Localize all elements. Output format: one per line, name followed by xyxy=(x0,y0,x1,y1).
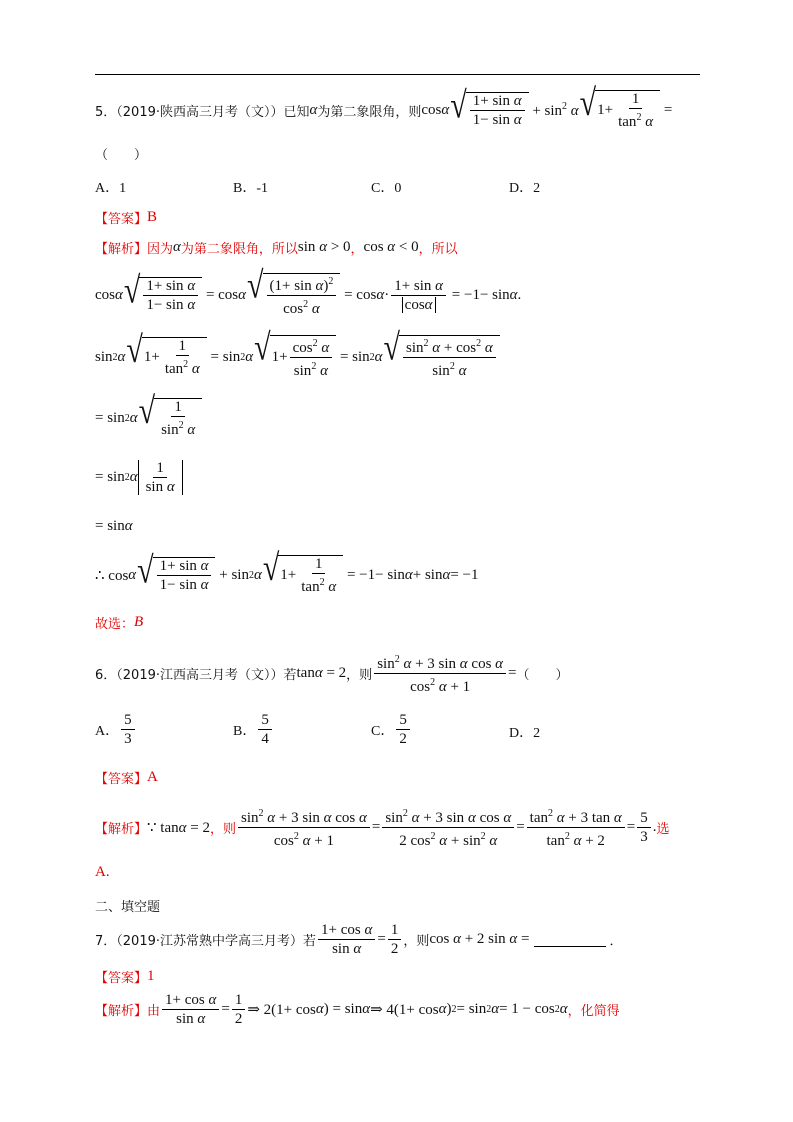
q5-answer: 【答案】 B xyxy=(95,209,158,227)
q6-option-d: D．2 xyxy=(509,726,541,741)
q7-stem: 7．（2019·江苏常熟中学高三月考）若 $\frac{\text{1+ cos α}}{\text{sin α}}$ = $\frac{1}{2}$ ，则 cos α + 2 sin α = ． xyxy=(95,922,623,957)
q5-conclusion: 故选： B xyxy=(95,614,144,632)
q5-analysis-line: 【解析】 因为 α 为第二象限角，所以 sin α > 0 ， cos α < 0 ，所以 xyxy=(95,239,458,257)
q5-step-3: = sin 2 α √ $\frac{1}{\sin^2 \alpha}$ xyxy=(95,398,202,438)
header-rule xyxy=(95,74,700,75)
q6-analysis: 【解析】 ∵ tanα = 2 ，则 $\frac{\sin^2 \alpha + 3 \sin \alpha \cos \alpha}{\cos^2 \alpha + 1}$ = $\frac{\sin^2 \alpha + 3 \sin \alpha \cos \alpha}{2 \cos^2 \alpha + \sin^2 \alpha}$ = $\frac{\tan^2 \alpha + 3 \tan \alpha}{\tan^2 \alpha + 2}$ = $\frac{5}{3}$ . 选 xyxy=(95,808,670,849)
q5-step-4: = sin 2 α $\frac{1}{\text{sin α}}$ xyxy=(95,460,183,495)
q5-paren: （ ） xyxy=(95,148,148,163)
q5-step-1: cos α √ $\frac{\text{1+ sin α}}{\text{1− sin α}}$ = cos α √ $\frac{(1+ \sin \alpha)^2}{\cos^2 \alpha}$ = cos α · 1+ sin α cos α = −1− sin α . xyxy=(95,265,522,317)
q5-option-a: A．1 xyxy=(95,181,127,196)
q5-step-2: sin 2 α √ 1+ $\frac{1}{\tan^2 \alpha}$ = sin 2 α √ 1+ $\frac{\cos^2 \alpha}{\sin^2 \alpha}$ = sin 2 α √ $\frac{\sin^2 \alpha + \cos^2 \alpha}{\sin^2 \alpha}$ xyxy=(95,335,500,379)
section-title: 二、填空题 xyxy=(95,900,161,915)
q5-stem: 5．（2019·陕西高三月考（文））已知 α 为第二象限角，则 cosα √ $\frac{\text{1+ sin α}}{\text{1− sin α}}$ + $\sin^2 \alpha$ √ 1+ $\frac{1}{\tan^2 \alpha}$ = xyxy=(95,82,673,130)
q5-option-d: D．2 xyxy=(509,181,541,196)
q7-analysis: 【解析】 由 $\frac{\text{1+ cos α}}{\text{sin α}}$ = $\frac{1}{2}$ ⇒ 2(1+ cos α ) = sin α ⇒ 4(1+ cos α ) 2 = sin 2 α = 1 − cos 2 α ，化简得 xyxy=(95,992,620,1027)
q6-option-b: B． $\frac{5}{4}$ xyxy=(233,712,274,747)
q5-option-c: C．0 xyxy=(371,181,402,196)
q5-option-b: B．-1 xyxy=(233,181,268,196)
answer-blank xyxy=(534,932,606,947)
q5-step-5: = sin α xyxy=(95,518,133,534)
q6-answer: 【答案】 A xyxy=(95,769,158,787)
q6-analysis-end: A. xyxy=(95,864,110,880)
q5-step-6: ∴ cos α √ $\frac{\text{1+ sin α}}{\text{1− sin α}}$ + sin 2 α √ 1+ $\frac{1}{\tan^2 \alpha}$ = −1− sin α + sin α = −1 xyxy=(95,547,479,595)
q7-answer: 【答案】 1 xyxy=(95,968,155,986)
q6-option-a: A． $\frac{5}{3}$ xyxy=(95,712,137,747)
q6-stem: 6．（2019·江西高三月考（文））若 tanα = 2 ，则 $\frac{\sin^2 \alpha + 3 \sin \alpha \cos \alpha}{\cos^2 \alpha + 1}$ = （ ） xyxy=(95,654,569,695)
q6-option-c: C． $\frac{5}{2}$ xyxy=(371,712,412,747)
